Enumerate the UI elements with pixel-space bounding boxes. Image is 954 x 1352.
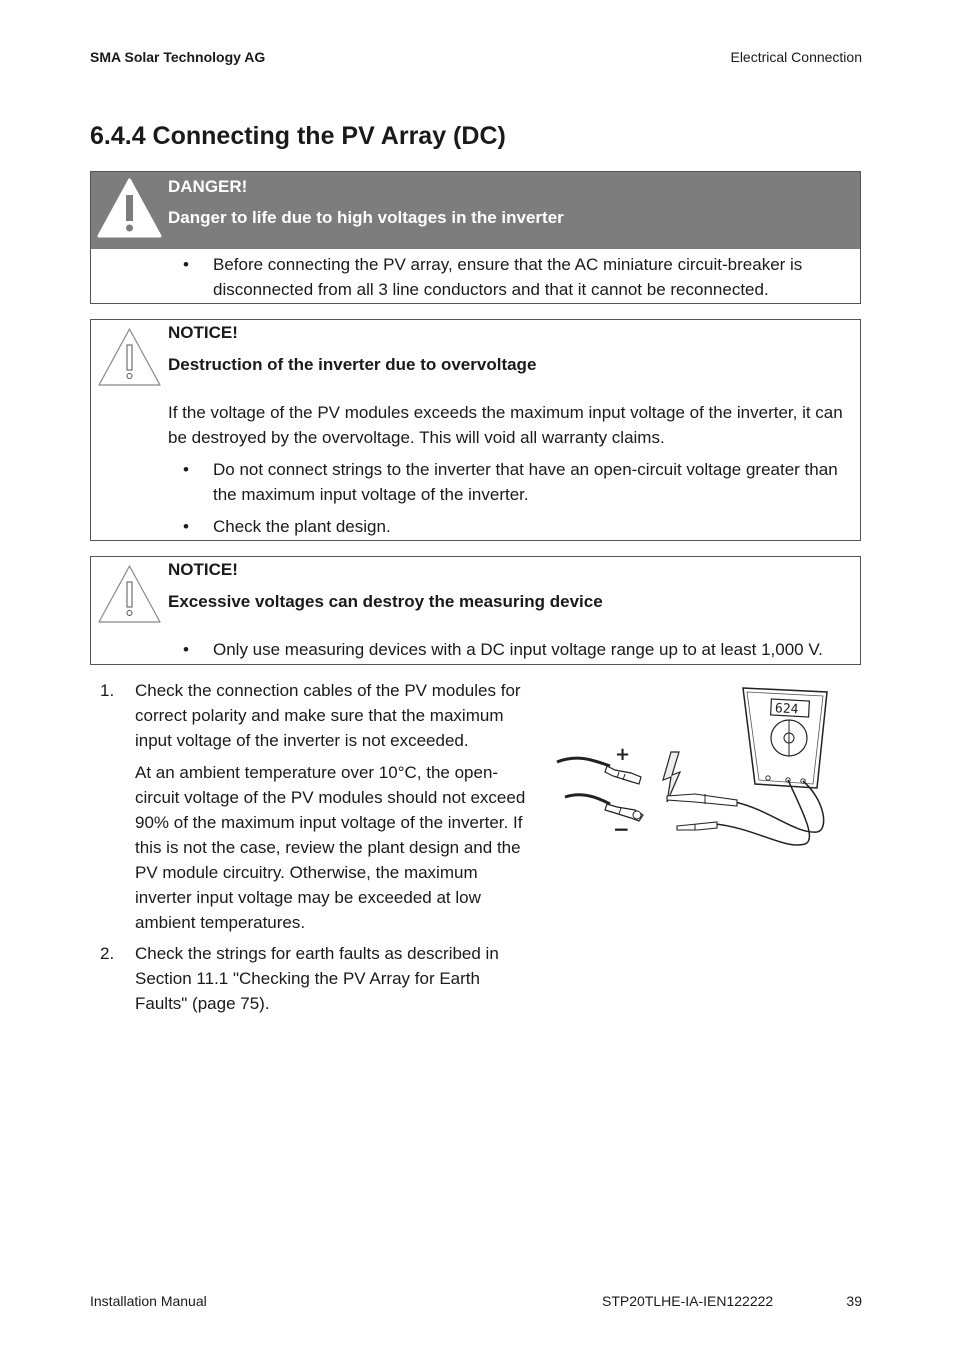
header-company: SMA Solar Technology AG: [90, 49, 266, 65]
notice1-bullet-1: • Do not connect strings to the inverter that have an open-circuit voltage greater than the maximum input voltage of the inverter.: [213, 457, 852, 507]
red-probe: [667, 794, 737, 806]
multimeter-icon: [743, 688, 827, 788]
danger-header: [91, 172, 860, 249]
plus-sign: +: [615, 744, 631, 765]
step-number-1: 1.: [100, 681, 115, 700]
notice-warning-icon: [96, 563, 163, 625]
multimeter-illustration: [555, 680, 840, 850]
notice-box-measuring-device: [90, 556, 861, 665]
step-1-note: At an ambient temperature over 10°C, the open-circuit voltage of the PV modules should not exceed 90% of the maximum input voltage of the inverter. If this is not the case, review the plant design and the PV module circuitry. Otherwise, the maximum inverter input voltage may be exceeded at low ambient temperatures.: [135, 763, 526, 932]
notice1-text: If the voltage of the PV modules exceeds the maximum input voltage of the inverter, it can be destroyed by the overvoltage. This will void all warranty claims.: [168, 403, 843, 447]
multimeter-display: 624: [774, 701, 799, 718]
step-1-text: Check the connection cables of the PV modules for correct polarity and make sure that the maximum input voltage of the inverter is not exceeded.: [135, 681, 521, 750]
section-title: 6.4.4 Connecting the PV Array (DC): [90, 122, 506, 150]
header-section: Electrical Connection: [730, 49, 862, 65]
notice2-heading: Excessive voltages can destroy the measuring device: [168, 592, 603, 611]
notice1-label: NOTICE!: [168, 323, 238, 342]
black-probe: [677, 822, 717, 830]
step-2-text: Check the strings for earth faults as described in Section 11.1 "Checking the PV Array for Earth Faults" (page 75).: [135, 944, 499, 1013]
notice1-bullet-2: • Check the plant design.: [213, 514, 852, 539]
danger-warning-icon: [96, 177, 163, 239]
danger-bullet: • Before connecting the PV array, ensure that the AC miniature circuit-breaker is disconnected from all 3 line conductors and that it cannot be reconnected.: [213, 252, 852, 302]
notice-warning-icon: [96, 326, 163, 388]
notice1-heading: Destruction of the inverter due to overvoltage: [168, 355, 537, 374]
minus-sign: −: [613, 817, 630, 841]
lightning-bolt-icon: [663, 752, 680, 802]
step-number-2: 2.: [100, 944, 115, 963]
notice2-bullet: • Only use measuring devices with a DC input voltage range up to at least 1,000 V.: [213, 637, 852, 662]
danger-heading: Danger to life due to high voltages in the inverter: [168, 208, 564, 227]
footer-doc-id: STP20TLHE-IA-IEN122222: [602, 1293, 774, 1309]
footer-page-number: 39: [846, 1293, 862, 1309]
notice2-label: NOTICE!: [168, 560, 238, 579]
footer-manual: Installation Manual: [90, 1293, 207, 1309]
plus-connector: [605, 766, 641, 784]
danger-box: [90, 171, 861, 304]
danger-label: DANGER!: [168, 177, 248, 196]
notice-box-overvoltage: [90, 319, 861, 541]
